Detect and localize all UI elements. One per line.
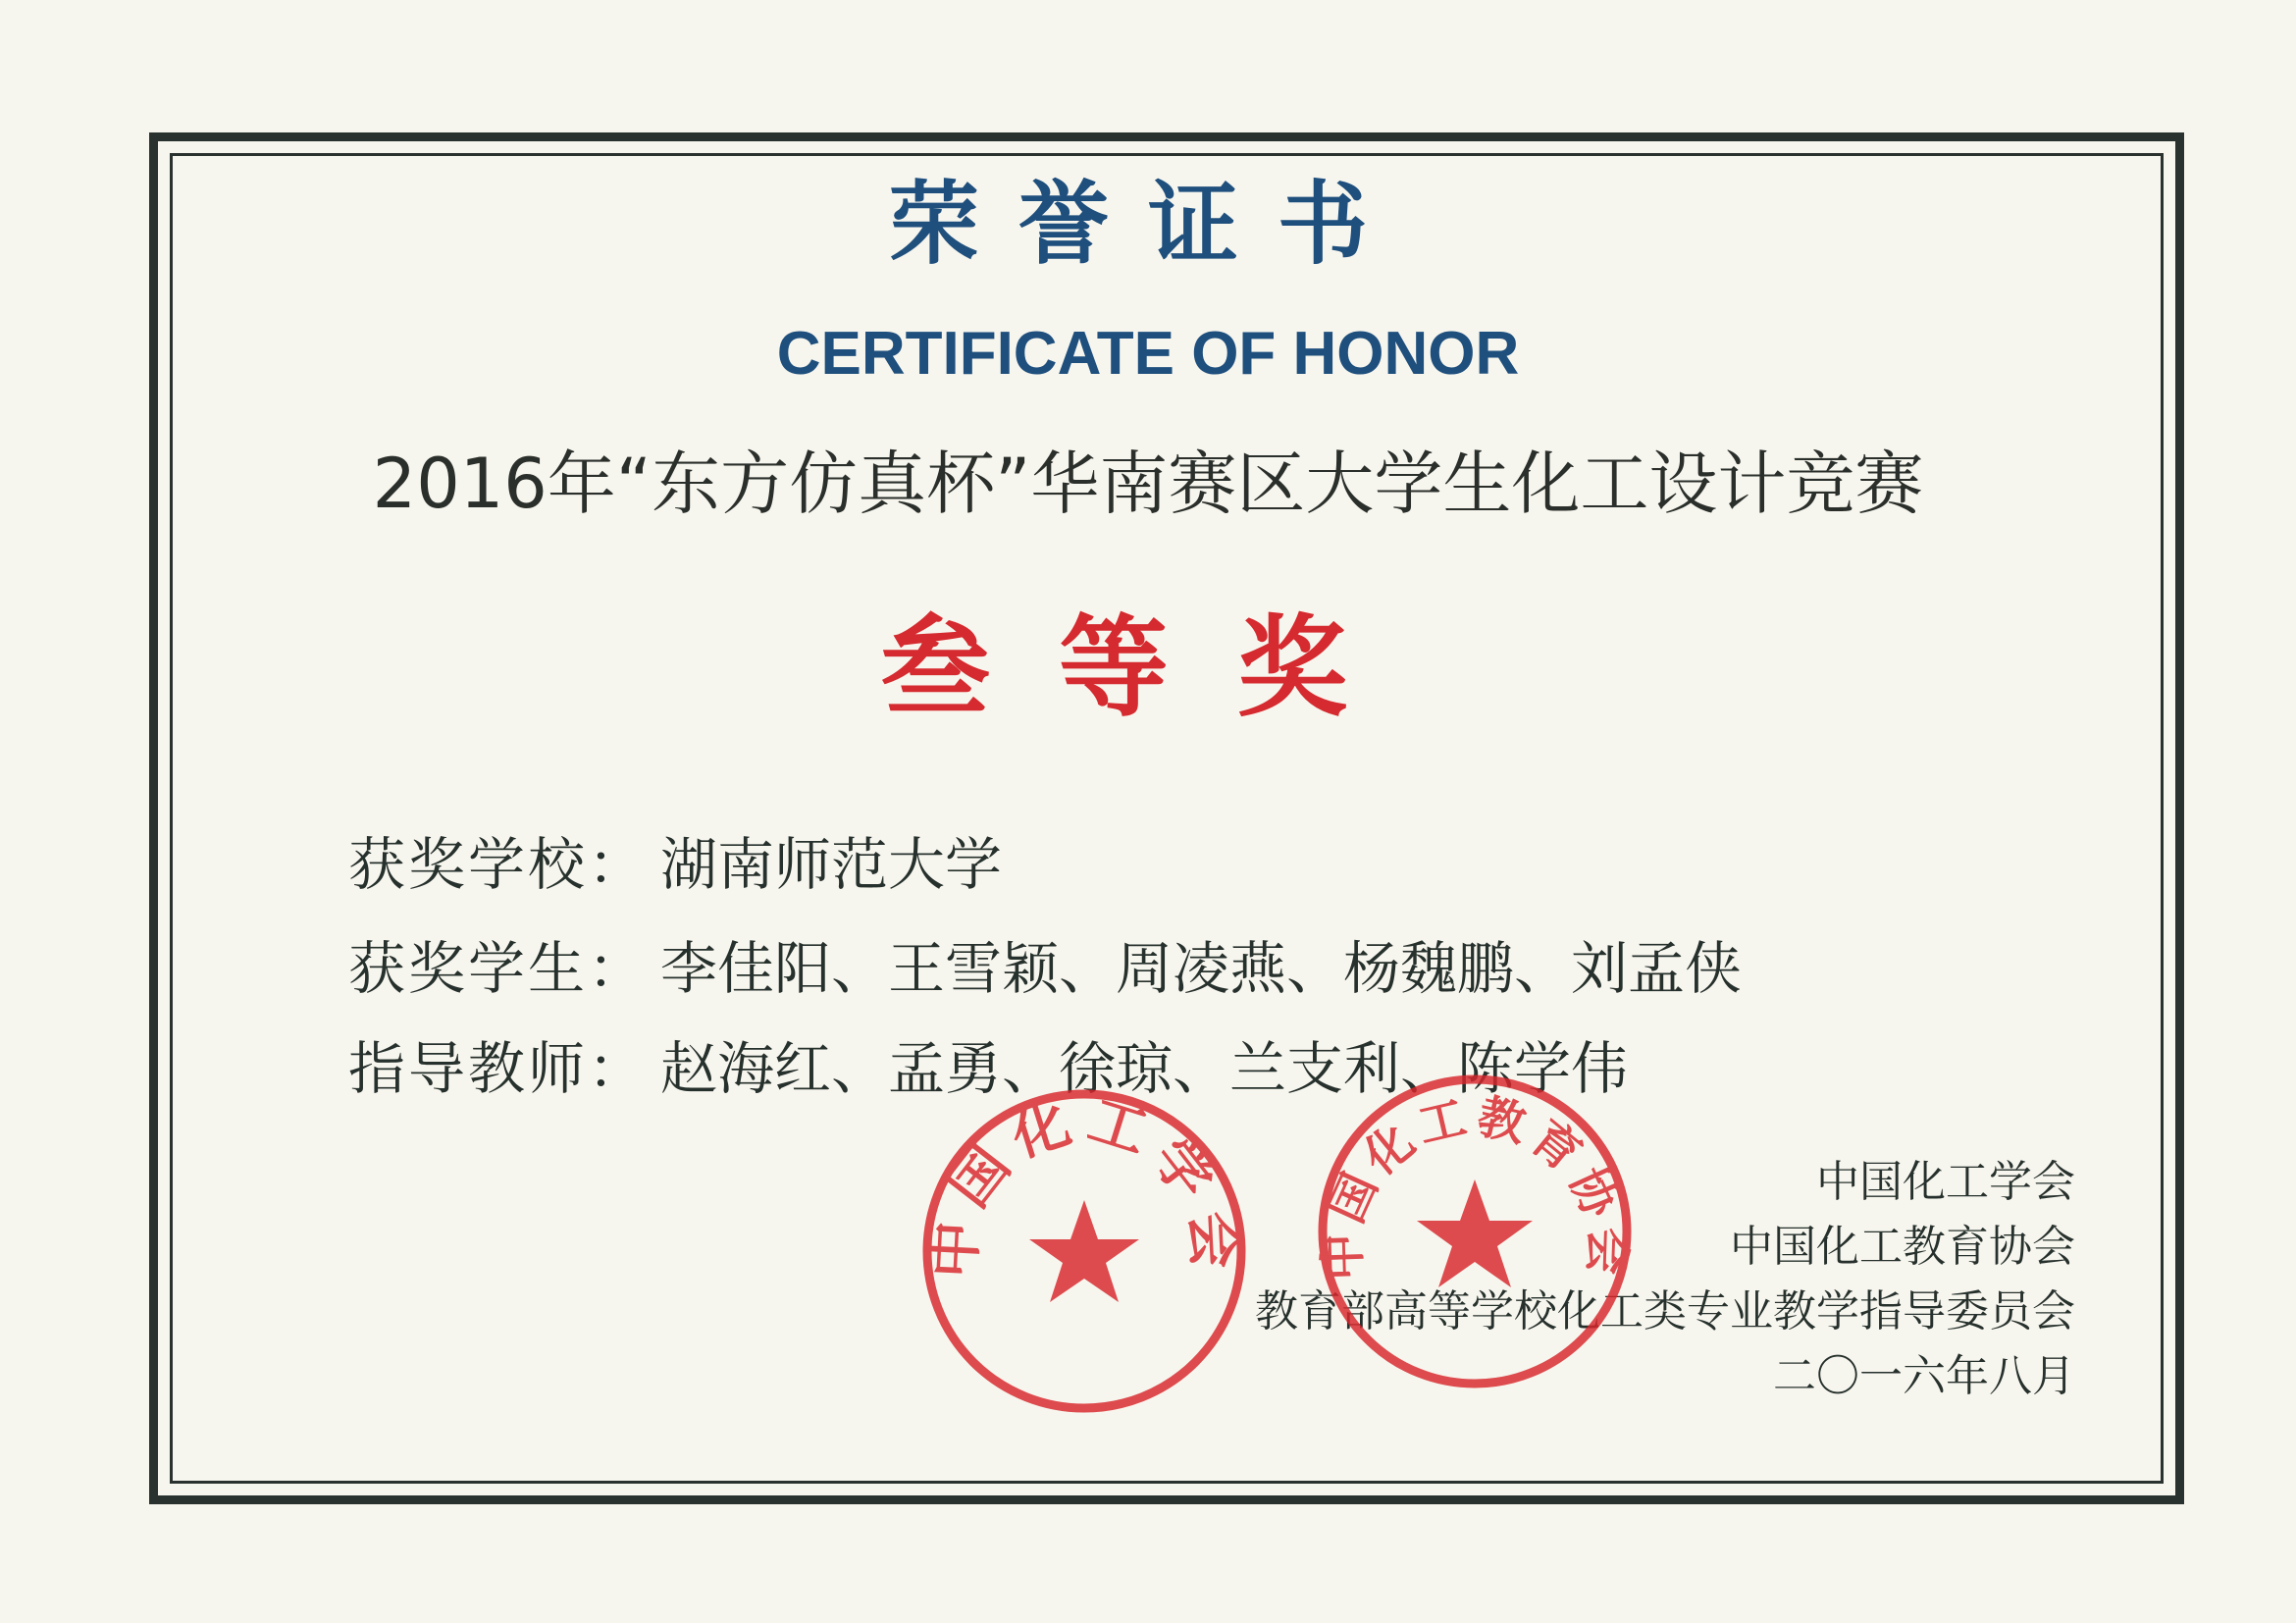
award-level: 叁等奖 bbox=[880, 604, 1416, 732]
seal-chemical-education-association bbox=[1313, 1070, 1637, 1393]
students-value: 李佳阳、王雪颖、周凌燕、杨魏鹏、刘孟侠 bbox=[660, 935, 1743, 1002]
teachers-value: 赵海红、孟勇、徐琼、兰支利、陈学伟 bbox=[660, 1035, 1629, 1102]
competition-name: 2016年“东方仿真杯”华南赛区大学生化工设计竞赛 bbox=[372, 444, 1924, 524]
certificate-title-cn: 荣誉证书 bbox=[888, 171, 1407, 277]
seal-2-star-icon bbox=[1417, 1179, 1533, 1287]
seal-2-text: 中国化工教育协会 bbox=[1315, 1088, 1635, 1282]
school-colon: ： bbox=[588, 831, 646, 898]
seal-chemical-society bbox=[917, 1084, 1251, 1418]
issuer-2: 中国化工教育协会 bbox=[1730, 1222, 2075, 1272]
issue-date: 二〇一六年八月 bbox=[1773, 1351, 2075, 1401]
school-label: 获奖学校 bbox=[348, 831, 589, 898]
students-label: 获奖学生 bbox=[348, 935, 589, 1002]
seal-1-text: 中国化工学会 bbox=[919, 1085, 1249, 1281]
issuer-1: 中国化工学会 bbox=[1816, 1157, 2075, 1207]
students-colon: ： bbox=[588, 935, 646, 1002]
seal-1-star-icon bbox=[1029, 1200, 1139, 1302]
issuer-3: 教育部高等学校化工类专业教学指导委员会 bbox=[1255, 1286, 2075, 1336]
teachers-label: 指导教师 bbox=[348, 1035, 589, 1102]
school-value: 湖南师范大学 bbox=[660, 831, 1003, 898]
teachers-colon: ： bbox=[588, 1035, 646, 1102]
students-row bbox=[348, 935, 1743, 1002]
certificate-title-en: CERTIFICATE OF HONOR bbox=[776, 320, 1520, 388]
school-row bbox=[348, 831, 1003, 898]
